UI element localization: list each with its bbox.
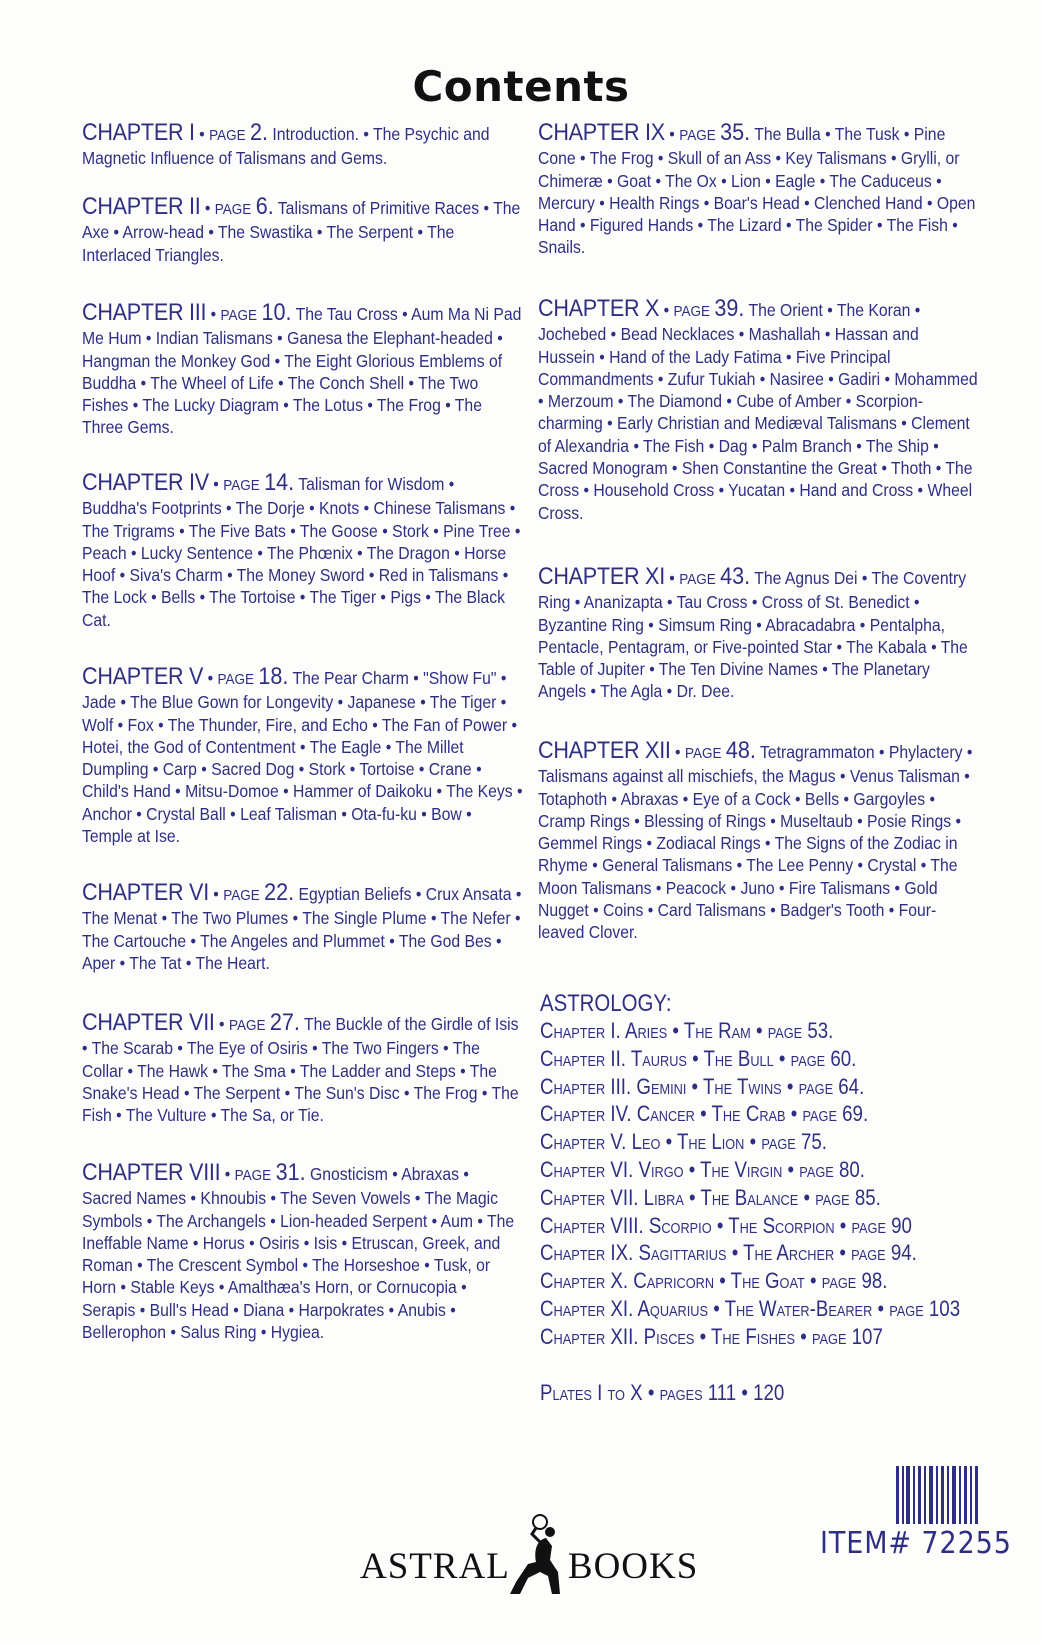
page-number: 48. xyxy=(725,737,756,764)
page-label: PAGE xyxy=(679,571,716,588)
item-number: ITEM# 72255 xyxy=(820,1526,1012,1561)
page-label: PAGE xyxy=(217,671,254,688)
astrology-item: Chapter IX. Sagittarius • The Archer • page 94. xyxy=(540,1240,917,1266)
page-label: PAGE xyxy=(679,127,716,144)
chapter-topics: The Tau Cross • Aum Ma Ni Pad Me Hum • Indian Talismans • Ganesa the Elephant-headed • Hangman the Monkey God • The Eight Glorious Emblems of Buddha • The Wheel of Life • The Conch Shell • The Two Fishes • The Lucky Diagram • The Lotus • The Frog • The Three Gems. xyxy=(82,304,522,438)
chapter-3-entry: CHAPTER III • PAGE 10. The Tau Cross • Aum Ma Ni Pad Me Hum • Indian Talismans • Ganesa the Elephant-headed • Hangman the Monkey God • The Eight Glorious Emblems of Buddha • The Wheel of Life • The Conch Shell • The Two Fishes • The Lucky Diagram • The Lotus • The Frog • The Three Gems. xyxy=(82,299,522,438)
chapter-heading: CHAPTER VI xyxy=(82,879,209,906)
chapter-topics: The Orient • The Koran • Jochebed • Bead Necklaces • Mashallah • Hassan and Hussein • Hand of the Lady Fatima • Five Principal Commandments • Zufur Tukiah • Nasiree • Gadiri • Mohammed • Merzoum • The Diamond • Cube of Amber • Scorpion-charming • Early Christian and Mediæval Talismans • Clement of Alexandria • The Fish • Dag • Palm Branch • The Ship • Sacred Monogram • Shen Constantine the Great • Thoth • The Cross • Household Cross • Yucatan • Hand and Cross • Wheel Cross. xyxy=(538,300,978,523)
chapter-6-entry: CHAPTER VI • PAGE 22. Egyptian Beliefs • Crux Ansata • The Menat • The Two Plumes • The Single Plume • The Nefer • The Cartouche • The Angeles and Plummet • The God Bes • Aper • The Tat • The Heart. xyxy=(82,879,522,973)
chapter-4-entry: CHAPTER IV • PAGE 14. Talisman for Wisdom • Buddha's Footprints • The Dorje • Knots • Chinese Talismans • The Trigrams • The Five Bats • The Goose • Stork • Pine Tree • Peach • Lucky Sentence • The Phœnix • The Dragon • Horse Hoof • Siva's Charm • The Money Sword • Red in Talismans • The Lock • Bells • The Tortoise • The Tiger • Pigs • The Black Cat. xyxy=(82,469,521,630)
page-number: 10. xyxy=(261,299,292,326)
page-label: PAGE xyxy=(223,887,260,904)
chapter-heading: CHAPTER IX xyxy=(538,119,665,146)
astrology-item: Chapter III. Gemini • The Twins • page 64. xyxy=(540,1073,865,1099)
chapter-heading: CHAPTER V xyxy=(82,663,204,690)
astrology-item: Chapter I. Aries • The Ram • page 53. xyxy=(540,1018,834,1043)
chapter-heading: CHAPTER XI xyxy=(538,563,665,590)
astrology-item: Chapter II. Taurus • The Bull • page 60. xyxy=(540,1045,857,1071)
chapter-12-entry: CHAPTER XII • PAGE 48. Tetragrammaton • Phylactery • Talismans against all mischiefs, the Magus • Venus Talisman • Totaphoth • Abraxas • Eye of a Cock • Bells • Gargoyles • Cramp Rings • Blessing of Rings • Museltaub • Posie Rings • Gemmel Rings • Zodiacal Rings • The Signs of the Zodiac in Rhyme • General Talismans • The Lee Penny • Crystal • The Moon Talismans • Peacock • Juno • Fire Talismans • Gold Nugget • Coins • Card Talismans • Badger's Tooth • Four-leaved Clover. xyxy=(538,737,973,943)
page-number: 35. xyxy=(720,119,751,146)
page-label: PAGE xyxy=(234,1167,272,1184)
chapter-heading: CHAPTER IV xyxy=(82,469,209,496)
publisher-logo xyxy=(360,1512,698,1588)
chapter-topics: Tetragrammaton • Phylactery • Talismans against all mischiefs, the Magus • Venus Talisman • Totaphoth • Abraxas • Eye of a Cock • Bells • Gargoyles • Cramp Rings • Blessing of Rings • Museltaub • Posie Rings • Gemmel Rings • Zodiacal Rings • The Signs of the Zodiac in Rhyme • General Talismans • The Lee Penny • Crystal • The Moon Talismans • Peacock • Juno • Fire Talismans • Gold Nugget • Coins • Card Talismans • Badger's Tooth • Four-leaved Clover. xyxy=(538,742,973,943)
page-number: 43. xyxy=(720,563,751,590)
chapter-7-entry: CHAPTER VII • PAGE 27. The Buckle of the Girdle of Isis • The Scarab • The Eye of Osiris • The Two Fingers • The Collar • The Hawk • The Sma • The Ladder and Steps • The Snake's Head • The Serpent • The Sun's Disc • The Frog • The Fish • The Vulture • The Sa, or Tie. xyxy=(82,1009,519,1126)
chapter-11-entry: CHAPTER XI • PAGE 43. The Agnus Dei • The Coventry Ring • Ananizapta • Tau Cross • Cross of St. Benedict • Byzantine Ring • Simsum Ring • Abracadabra • Pentalpha, Pentacle, Pentagram, or Five-pointed Star • The Kabala • The Table of Jupiter • The Ten Divine Names • The Planetary Angels • The Agla • Dr. Dee. xyxy=(538,563,968,702)
chapter-topics: The Pear Charm • "Show Fu" • Jade • The Blue Gown for Longevity • Japanese • The Tiger • Wolf • Fox • The Thunder, Fire, and Echo • The Fan of Power • Hotei, the God of Contentment • The Eagle • The Millet Dumpling • Carp • Sacred Dog • Stork • Tortoise • Crane • Child's Hand • Mitsu-Domoe • Hammer of Daikoku • The Keys • Anchor • Crystal Ball • Leaf Talisman • Ota-fu-ku • Bow • Temple at Ise. xyxy=(82,668,523,847)
chapter-heading: CHAPTER VII xyxy=(82,1009,215,1036)
page-number: 2. xyxy=(249,119,268,146)
page-number: 22. xyxy=(264,879,295,906)
chapter-1-entry: CHAPTER I • PAGE 2. Introduction. • The Psychic and Magnetic Influence of Talismans and Gems. xyxy=(82,119,490,169)
page-number: 14. xyxy=(264,469,295,496)
chapter-topics: The Agnus Dei • The Coventry Ring • Ananizapta • Tau Cross • Cross of St. Benedict • Byzantine Ring • Simsum Ring • Abracadabra • Pentalpha, Pentacle, Pentagram, or Five-pointed Star • The Kabala • The Table of Jupiter • The Ten Divine Names • The Planetary Angels • The Agla • Dr. Dee. xyxy=(538,568,968,702)
chapter-5-entry: CHAPTER V • PAGE 18. The Pear Charm • "Show Fu" • Jade • The Blue Gown for Longevity • Japanese • The Tiger • Wolf • Fox • The Thunder, Fire, and Echo • The Fan of Power • Hotei, the God of Contentment • The Eagle • The Millet Dumpling • Carp • Sacred Dog • Stork • Tortoise • Crane • Child's Hand • Mitsu-Domoe • Hammer of Daikoku • The Keys • Anchor • Crystal Ball • Leaf Talisman • Ota-fu-ku • Bow • Temple at Ise. xyxy=(82,663,523,847)
astrology-item: Chapter VI. Virgo • The Virgin • page 80. xyxy=(540,1156,865,1182)
page-label: PAGE xyxy=(684,745,722,762)
chapter-heading: CHAPTER I xyxy=(82,119,195,146)
page-number: 31. xyxy=(275,1159,306,1186)
publisher-word-2: BOOKS xyxy=(567,1546,699,1587)
chapter-topics: The Buckle of the Girdle of Isis • The Scarab • The Eye of Osiris • The Two Fingers • The Collar • The Hawk • The Sma • The Ladder and Steps • The Snake's Head • The Serpent • The Sun's Disc • The Frog • The Fish • The Vulture • The Sa, or Tie. xyxy=(82,1014,519,1126)
astrology-item: Chapter V. Leo • The Lion • page 75. xyxy=(540,1129,827,1155)
astrology-item: Chapter XII. Pisces • The Fishes • page 107 xyxy=(540,1323,883,1349)
page-label: PAGE xyxy=(223,477,260,494)
chapter-heading: CHAPTER X xyxy=(538,295,660,322)
chapter-heading: CHAPTER XII xyxy=(538,737,671,764)
page-number: 27. xyxy=(269,1009,300,1036)
astrology-item: Chapter VIII. Scorpio • The Scorpion • page 90 xyxy=(540,1212,912,1238)
chapter-8-entry: CHAPTER VIII • PAGE 31. Gnosticism • Abraxas • Sacred Names • Khnoubis • The Seven Vowels • The Magic Symbols • The Archangels • Lion-headed Serpent • Aum • The Ineffable Name • Horus • Osiris • Isis • Etruscan, Greek, and Roman • The Crescent Symbol • The Horseshoe • Tusk, or Horn • Stable Keys • Amalthæa's Horn, or Cornucopia • Serapis • Bull's Head • Diana • Harpokrates • Anubis • Bellerophon • Salus Ring • Hygiea. xyxy=(82,1159,515,1343)
chapter-heading: CHAPTER VIII xyxy=(82,1159,221,1186)
chapter-topics: Gnosticism • Abraxas • Sacred Names • Khnoubis • The Seven Vowels • The Magic Symbols • The Archangels • Lion-headed Serpent • Aum • The Ineffable Name • Horus • Osiris • Isis • Etruscan, Greek, and Roman • The Crescent Symbol • The Horseshoe • Tusk, or Horn • Stable Keys • Amalthæa's Horn, or Cornucopia • Serapis • Bull's Head • Diana • Harpokrates • Anubis • Bellerophon • Salus Ring • Hygiea. xyxy=(82,1164,515,1343)
publisher-word-1: ASTRAL xyxy=(360,1546,510,1587)
page-number: 39. xyxy=(714,295,745,322)
reading-figure-icon xyxy=(506,1512,572,1596)
page-label: PAGE xyxy=(209,127,246,144)
astrology-item: Chapter X. Capricorn • The Goat • page 98. xyxy=(540,1268,888,1294)
chapter-topics: Talismans of Primitive Races • The Axe • Arrow-head • The Swastika • The Serpent • The Interlaced Triangles. xyxy=(82,198,521,265)
page-label: PAGE xyxy=(673,303,710,320)
chapter-9-entry: CHAPTER IX • PAGE 35. The Bulla • The Tusk • Pine Cone • The Frog • Skull of an Ass • Key Talismans • Grylli, or Chimeræ • Goat • The Ox • Lion • Eagle • The Caduceus • Mercury • Health Rings • Boar's Head • Clenched Hand • Open Hand • Figured Hands • The Lizard • The Spider • The Fish • Snails. xyxy=(538,119,976,258)
chapter-2-entry: CHAPTER II • PAGE 6. Talismans of Primitive Races • The Axe • Arrow-head • The Swastika • The Serpent • The Interlaced Triangles. xyxy=(82,193,521,265)
page-label: PAGE xyxy=(220,307,258,324)
chapter-topics: Talisman for Wisdom • Buddha's Footprints • The Dorje • Knots • Chinese Talismans • The Trigrams • The Five Bats • The Goose • Stork • Pine Tree • Peach • Lucky Sentence • The Phœnix • The Dragon • Horse Hoof • Siva's Charm • The Money Sword • Red in Talismans • The Lock • Bells • The Tortoise • The Tiger • Pigs • The Black Cat. xyxy=(82,474,521,630)
page-title: Contents xyxy=(412,62,630,111)
chapter-topics: Introduction. • The Psychic and Magnetic Influence of Talismans and Gems. xyxy=(82,124,490,169)
page-label: PAGE xyxy=(228,1017,266,1034)
astrology-item: Chapter IV. Cancer • The Crab • page 69. xyxy=(540,1101,869,1127)
astrology-item: Chapter VII. Libra • The Balance • page 85. xyxy=(540,1184,881,1210)
chapter-topics: The Bulla • The Tusk • Pine Cone • The Frog • Skull of an Ass • Key Talismans • Grylli, or Chimeræ • Goat • The Ox • Lion • Eagle • The Caduceus • Mercury • Health Rings • Boar's Head • Clenched Hand • Open Hand • Figured Hands • The Lizard • The Spider • The Fish • Snails. xyxy=(538,124,976,258)
plates-line: Plates I to X • pages 111 • 120 xyxy=(540,1380,785,1405)
chapter-topics: Egyptian Beliefs • Crux Ansata • The Menat • The Two Plumes • The Single Plume • The Nefer • The Cartouche • The Angeles and Plummet • The God Bes • Aper • The Tat • The Heart. xyxy=(82,884,522,973)
chapter-heading: CHAPTER II xyxy=(82,193,201,220)
barcode-icon xyxy=(896,1466,980,1524)
page-number: 6. xyxy=(255,193,274,220)
chapter-10-entry: CHAPTER X • PAGE 39. The Orient • The Koran • Jochebed • Bead Necklaces • Mashallah • Hassan and Hussein • Hand of the Lady Fatima • Five Principal Commandments • Zufur Tukiah • Nasiree • Gadiri • Mohammed • Merzoum • The Diamond • Cube of Amber • Scorpion-charming • Early Christian and Mediæval Talismans • Clement of Alexandria • The Fish • Dag • Palm Branch • The Ship • Sacred Monogram • Shen Constantine the Great • Thoth • The Cross • Household Cross • Yucatan • Hand and Cross • Wheel Cross. xyxy=(538,295,978,523)
page-number: 18. xyxy=(258,663,289,690)
chapter-heading: CHAPTER III xyxy=(82,299,207,326)
page-label: PAGE xyxy=(214,201,252,218)
astrology-heading: ASTROLOGY: xyxy=(540,990,672,1017)
astrology-list xyxy=(540,1018,1034,1352)
astrology-item: Chapter XI. Aquarius • The Water-Bearer • page 103 xyxy=(540,1295,961,1321)
